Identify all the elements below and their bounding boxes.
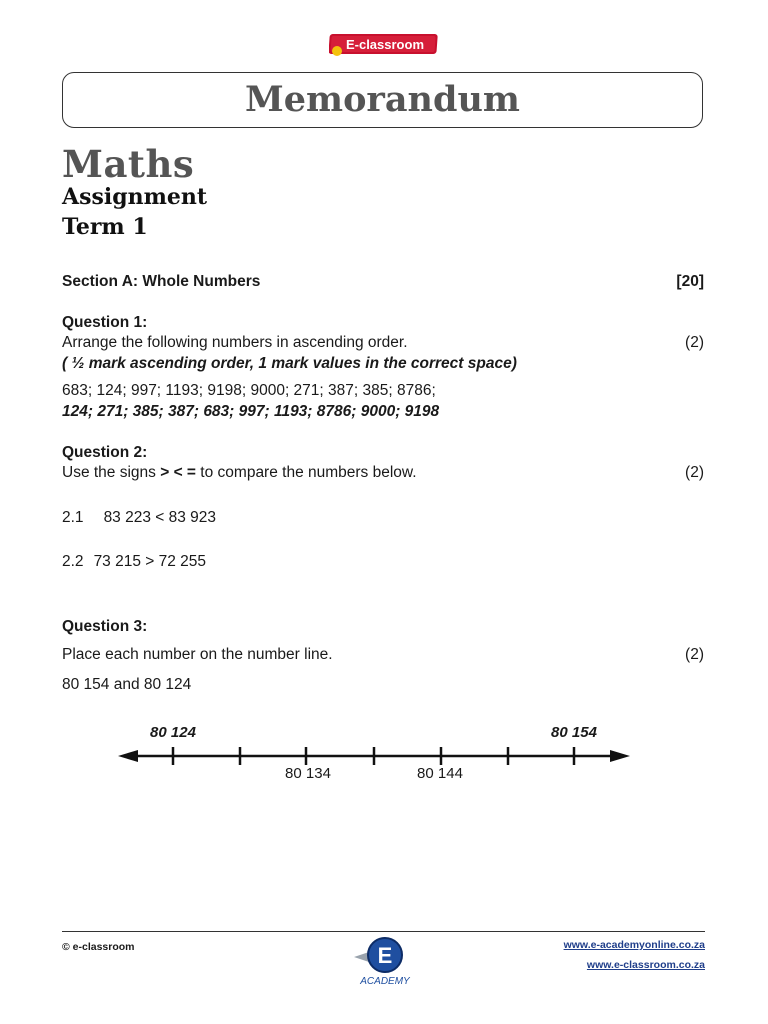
q3-instruction: Place each number on the number line. xyxy=(62,646,333,663)
page-title: Memorandum xyxy=(245,79,520,120)
q1-given: 683; 124; 997; 1193; 9198; 9000; 271; 387; 385; 8786; xyxy=(62,382,436,399)
q3-heading: Question 3: xyxy=(62,618,148,635)
number-line-label: 80 134 xyxy=(285,765,331,782)
number-line xyxy=(110,715,640,795)
q2-item-answer: 83 223 < 83 923 xyxy=(103,509,217,526)
q1-heading: Question 1: xyxy=(62,314,148,331)
q2-instruction-pre: Use the signs xyxy=(62,464,161,481)
number-line-label: 80 144 xyxy=(417,765,463,782)
logo-text: E-classroom xyxy=(345,37,425,52)
q2-instruction-post: to compare the numbers below. xyxy=(196,464,417,481)
q2-item xyxy=(62,553,206,571)
number-line-answer-left: 80 124 xyxy=(150,724,196,741)
number-line-answer-right: 80 154 xyxy=(551,724,597,741)
q2-item xyxy=(62,509,216,527)
q2-heading: Question 2: xyxy=(62,444,148,461)
number-line-left-arrow xyxy=(118,750,138,762)
q2-marks: (2) xyxy=(685,464,704,481)
q2-instruction xyxy=(62,464,417,482)
q1-answer: 124; 271; 385; 387; 683; 997; 1193; 8786; 9000; 9198 xyxy=(62,403,440,420)
term-heading: Term 1 xyxy=(62,214,148,240)
assignment-heading: Assignment xyxy=(62,184,208,210)
academy-logo-text: ACADEMY xyxy=(360,976,410,987)
academy-logo-letter: E xyxy=(377,943,393,968)
section-title: Section A: Whole Numbers xyxy=(62,273,261,290)
q1-note: ( ½ mark ascending order, 1 mark values in the correct space) xyxy=(62,355,517,372)
q3-marks: (2) xyxy=(685,646,704,663)
q1-marks: (2) xyxy=(685,334,704,351)
footer-link-e-classroom[interactable]: www.e-classroom.co.za xyxy=(586,959,705,971)
e-academy-logo xyxy=(352,935,418,987)
q2-item-number: 2.1 xyxy=(62,509,84,526)
q3-given: 80 154 and 80 124 xyxy=(62,676,192,693)
memorandum-header-box xyxy=(62,72,703,128)
footer-divider xyxy=(62,931,705,932)
footer-copyright: © e-classroom xyxy=(62,941,135,953)
number-line-right-arrow xyxy=(610,750,630,762)
q2-signs: > < = xyxy=(160,464,196,481)
q2-item-number: 2.2 xyxy=(62,553,84,570)
footer-link-e-academy[interactable]: www.e-academyonline.co.za xyxy=(563,939,705,951)
section-marks: [20] xyxy=(676,273,704,290)
q2-item-answer: 73 215 > 72 255 xyxy=(93,553,207,570)
e-classroom-logo xyxy=(329,31,439,57)
subject-title: Maths xyxy=(62,142,195,186)
q1-instruction: Arrange the following numbers in ascending order. xyxy=(62,334,408,351)
